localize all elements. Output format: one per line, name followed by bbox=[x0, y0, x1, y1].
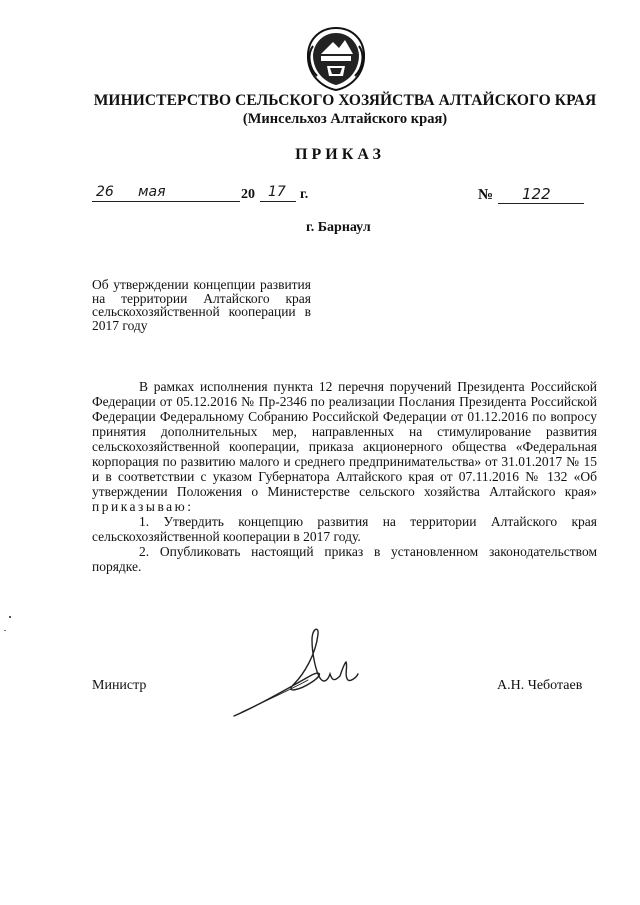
date-day: 26 bbox=[96, 184, 114, 200]
order-directive: приказываю: bbox=[92, 499, 194, 514]
date-month: мая bbox=[138, 184, 166, 200]
ministry-name: МИНИСТЕРСТВО СЕЛЬСКОГО ХОЗЯЙСТВА АЛТАЙСКОГО КРАЯ bbox=[93, 92, 597, 109]
signatory-title: Министр bbox=[92, 678, 147, 693]
order-body bbox=[92, 379, 597, 574]
document-type-title: ПРИКАЗ bbox=[295, 146, 385, 163]
date-year-prefix: 20 bbox=[241, 187, 255, 202]
number-underline bbox=[498, 203, 584, 204]
body-paragraph-2: 1. Утвердить концепцию развития на территории Алтайского края сельскохозяйственной кооперации в 2017 году. bbox=[92, 514, 597, 544]
order-subject: Об утверждении концепции развития на территории Алтайского края сельскохозяйственной кооперации в 2017 году bbox=[92, 277, 311, 333]
date-underline bbox=[92, 201, 240, 202]
body-paragraph-1-text: В рамках исполнения пункта 12 перечня поручений Президента Российской Федерации от 05.12.2016 № Пр-2346 по реализации Послания Президента Российской Федерации Федеральному Собранию Российской Федерации от 01.12.2016 по вопросу принятия дополнительных мер, направленных на стимулирование развития сельскохозяйственной кооперации, приказа акционерного общества «Федеральная корпорация по развитию малого и среднего предпринимательства» от 31.01.2017 № 15 и в соответствии с указом Губернатора Алтайского края от 07.11.2016 № 132 «Об утверждении Положения о Министерстве сельского хозяйства Алтайского края» bbox=[92, 379, 597, 499]
ministry-short-name: (Минсельхоз Алтайского края) bbox=[242, 111, 448, 127]
order-number: 122 bbox=[522, 185, 551, 203]
coat-of-arms-icon bbox=[303, 24, 369, 92]
body-paragraph-3: 2. Опубликовать настоящий приказ в установленном законодательством порядке. bbox=[92, 544, 597, 574]
scan-speck bbox=[9, 616, 11, 618]
number-sign: № bbox=[478, 187, 494, 203]
city: г. Барнаул bbox=[306, 220, 371, 235]
body-paragraph-1 bbox=[92, 379, 597, 514]
date-year-suffix: 17 bbox=[268, 184, 286, 200]
signatory-name: А.Н. Чеботаев bbox=[497, 678, 583, 693]
date-year-unit: г. bbox=[300, 187, 309, 202]
date-year-underline bbox=[260, 201, 296, 202]
handwritten-signature-icon bbox=[232, 624, 372, 722]
scan-speck bbox=[4, 630, 6, 631]
